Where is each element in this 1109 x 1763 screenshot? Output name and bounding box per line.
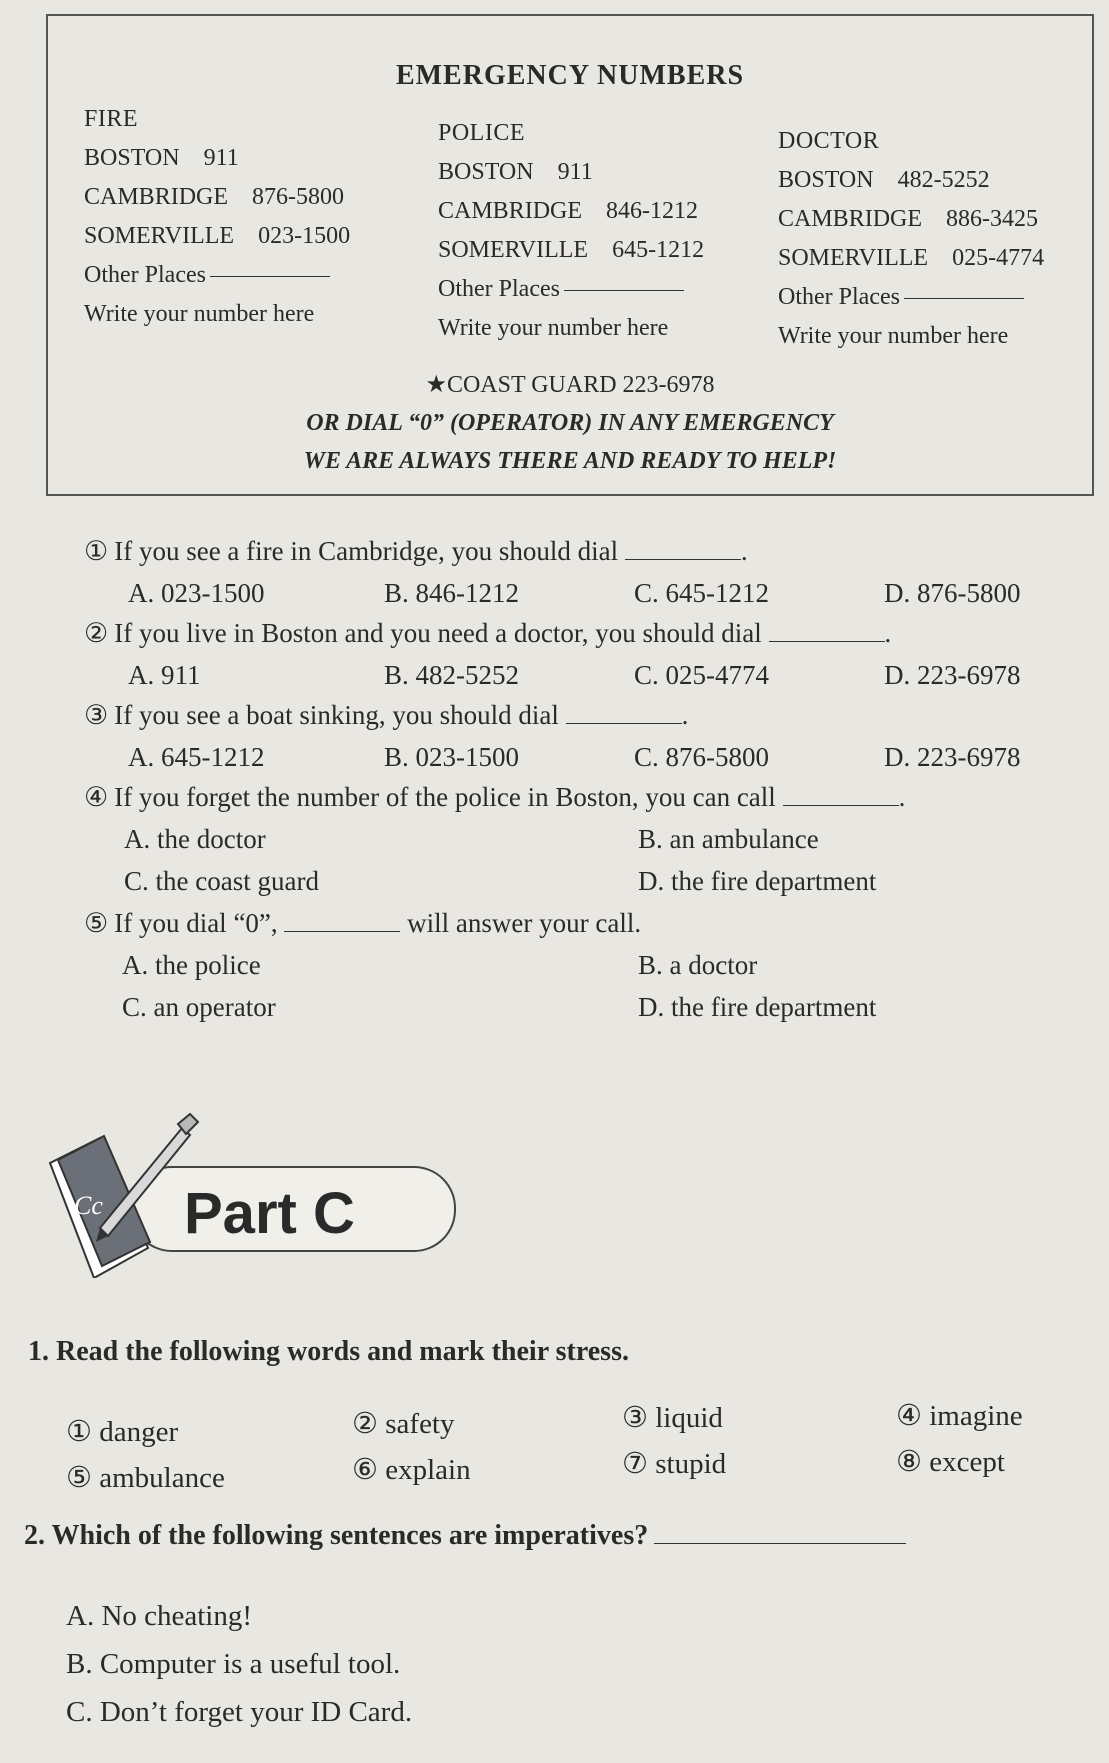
doctor-somerville: SOMERVILLE 025-4774 [778, 245, 1045, 271]
question-number: ① [84, 536, 109, 566]
reading-questions [84, 536, 1074, 1034]
answer-blank[interactable] [769, 621, 885, 642]
question-end: . [898, 782, 906, 812]
option-c[interactable]: C. 645-1212 [634, 578, 769, 608]
police-somerville: SOMERVILLE 645-1212 [438, 237, 705, 263]
question-5-options-row-2 [84, 992, 1074, 1034]
police-boston: BOSTON 911 [438, 159, 593, 185]
question-number: ② [84, 618, 109, 648]
answer-blank[interactable] [284, 911, 400, 932]
word-8: ⑧ except [896, 1446, 1005, 1478]
fire-write-number: Write your number here [84, 301, 315, 327]
police-write-number: Write your number here [438, 315, 669, 341]
question-text: If you see a fire in Cambridge, you should dial [114, 536, 619, 566]
word-1: ① danger [66, 1416, 179, 1448]
doctor-cambridge: CAMBRIDGE 886-3425 [778, 206, 1039, 232]
option-a[interactable]: A. the police [122, 950, 261, 980]
dial-operator-line: OR DIAL “0” (OPERATOR) IN ANY EMERGENCY [306, 410, 834, 436]
option-b[interactable]: B. 482-5252 [384, 660, 519, 690]
police-other-blank[interactable] [564, 289, 684, 291]
part-c-label: Part C [184, 1181, 355, 1246]
question-2 [84, 618, 1074, 660]
doctor-write-number: Write your number here [778, 323, 1009, 349]
emergency-numbers-box [46, 14, 1094, 496]
question-3 [84, 700, 1074, 742]
question-end: . [884, 618, 892, 648]
police-other-places [438, 270, 704, 309]
doctor-other-label: Other Places [778, 284, 900, 310]
question-4 [84, 782, 1074, 824]
option-b[interactable]: B. 023-1500 [384, 742, 519, 772]
option-a[interactable]: A. 023-1500 [128, 578, 265, 608]
question-end: will answer your call. [407, 908, 642, 938]
option-d[interactable]: D. the fire department [638, 992, 877, 1022]
option-a[interactable]: A. 645-1212 [128, 742, 265, 772]
option-b[interactable]: B. 846-1212 [384, 578, 519, 608]
question-1 [84, 536, 1074, 578]
question-4-options-row-1 [84, 824, 1074, 866]
imperative-option-a[interactable]: A. No cheating! [66, 1600, 253, 1632]
section-1-title: 1. Read the following words and mark their stress. [28, 1336, 629, 1367]
police-other-label: Other Places [438, 276, 560, 302]
section-2-question: 2. Which of the following sentences are imperatives? [24, 1520, 649, 1551]
question-number: ④ [84, 782, 109, 812]
fire-other-label: Other Places [84, 262, 206, 288]
word-3: ③ liquid [622, 1402, 723, 1434]
option-b[interactable]: B. an ambulance [638, 824, 819, 854]
word-5: ⑤ ambulance [66, 1462, 225, 1494]
imperative-option-b[interactable]: B. Computer is a useful tool. [66, 1648, 401, 1680]
question-text: If you forget the number of the police in Boston, you can call [114, 782, 776, 812]
question-4-options-row-2 [84, 866, 1074, 908]
word-6: ⑥ explain [352, 1454, 471, 1486]
part-c-banner [30, 1108, 430, 1278]
option-c[interactable]: C. 025-4774 [634, 660, 769, 690]
word-2: ② safety [352, 1408, 455, 1440]
section-2-title [24, 1520, 906, 1552]
section-2-answer-blank[interactable] [654, 1521, 906, 1544]
fire-somerville: SOMERVILLE 023-1500 [84, 223, 351, 249]
doctor-other-blank[interactable] [904, 297, 1024, 299]
question-5-options-row-1 [84, 950, 1074, 992]
option-c[interactable]: C. 876-5800 [634, 742, 769, 772]
fire-cambridge: CAMBRIDGE 876-5800 [84, 184, 345, 210]
option-d[interactable]: D. 223-6978 [884, 742, 1021, 772]
option-c[interactable]: C. the coast guard [124, 866, 319, 896]
option-a[interactable]: A. the doctor [124, 824, 266, 854]
doctor-heading: DOCTOR [778, 128, 880, 154]
ready-to-help-line: WE ARE ALWAYS THERE AND READY TO HELP! [303, 448, 837, 474]
question-text: If you live in Boston and you need a doctor, you should dial [114, 618, 762, 648]
option-d[interactable]: D. 876-5800 [884, 578, 1021, 608]
question-3-options [84, 742, 1074, 782]
question-number: ③ [84, 700, 109, 730]
fire-heading: FIRE [84, 106, 139, 132]
book-pencil-icon [30, 1108, 200, 1278]
doctor-boston: BOSTON 482-5252 [778, 167, 990, 193]
question-2-options [84, 660, 1074, 700]
coast-guard-line: ★COAST GUARD 223-6978 [425, 372, 715, 398]
option-c[interactable]: C. an operator [122, 992, 276, 1022]
box-title: EMERGENCY NUMBERS [395, 60, 745, 91]
option-b[interactable]: B. a doctor [638, 950, 758, 980]
fire-other-blank[interactable] [210, 275, 330, 277]
imperative-option-c[interactable]: C. Don’t forget your ID Card. [66, 1696, 413, 1728]
police-cambridge: CAMBRIDGE 846-1212 [438, 198, 699, 224]
question-5 [84, 908, 1074, 950]
fire-boston: BOSTON 911 [84, 145, 239, 171]
word-4: ④ imagine [896, 1400, 1023, 1432]
imperative-options [66, 1600, 412, 1744]
fire-column [84, 100, 350, 334]
question-text: If you dial “0”, [114, 908, 278, 938]
option-d[interactable]: D. the fire department [638, 866, 877, 896]
doctor-other-places [778, 278, 1044, 317]
question-number: ⑤ [84, 908, 109, 938]
police-column [438, 114, 704, 348]
question-end: . [740, 536, 748, 566]
answer-blank[interactable] [783, 785, 899, 806]
question-text: If you see a boat sinking, you should dial [114, 700, 559, 730]
option-d[interactable]: D. 223-6978 [884, 660, 1021, 690]
word-7: ⑦ stupid [622, 1448, 727, 1480]
question-end: . [681, 700, 689, 730]
answer-blank[interactable] [625, 539, 741, 560]
question-1-options [84, 578, 1074, 618]
police-heading: POLICE [438, 120, 525, 146]
option-a[interactable]: A. 911 [128, 660, 201, 690]
doctor-column [778, 122, 1044, 356]
fire-other-places [84, 256, 350, 295]
part-c-badge: Cc [74, 1191, 103, 1220]
answer-blank[interactable] [566, 703, 682, 724]
